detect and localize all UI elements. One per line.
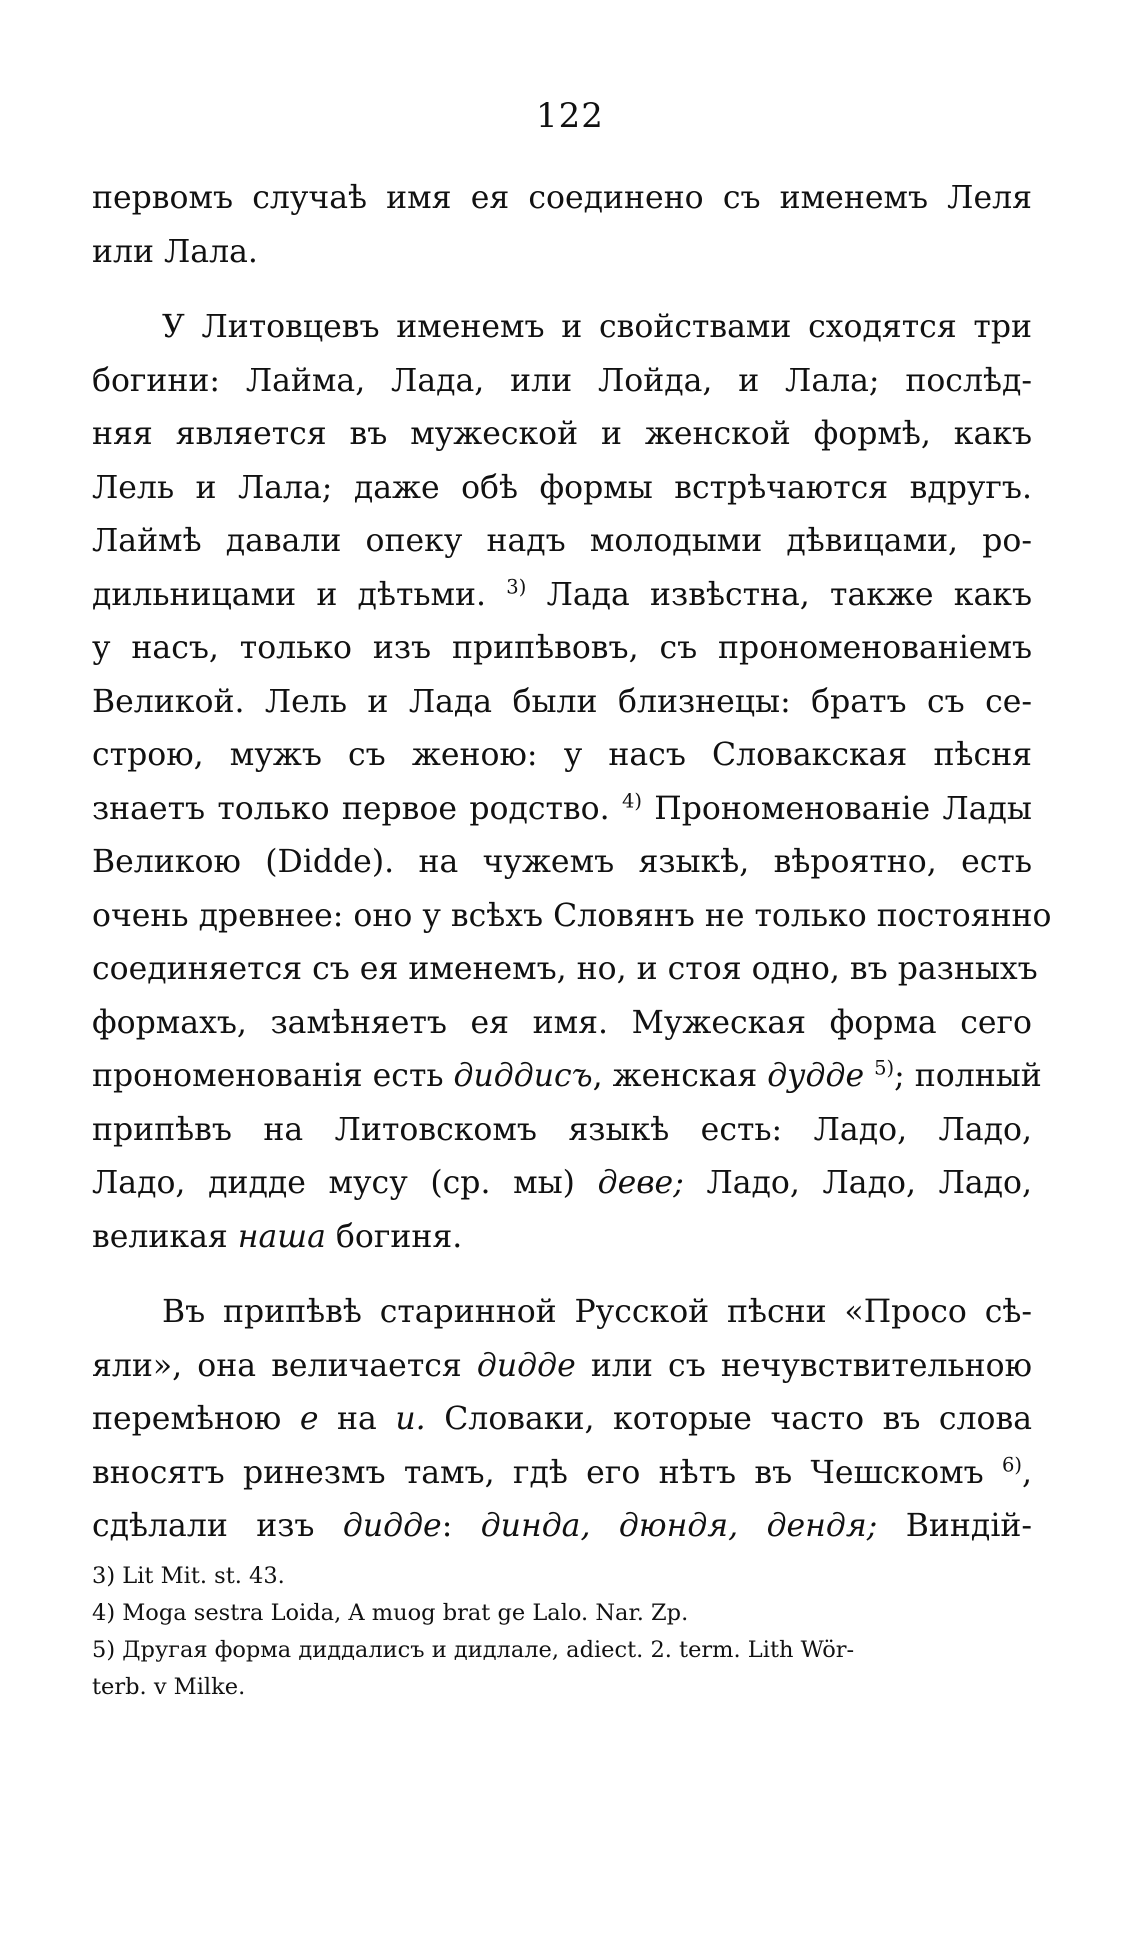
text-line: У Литовцевъ именемъ и свойствами сходятся три	[162, 309, 1032, 345]
body-text	[92, 172, 1052, 1554]
text-segment: Словаки, которые часто въ слова	[444, 1401, 1033, 1437]
text-segment: или съ нечувствительною	[590, 1347, 1033, 1384]
text-segment: яли», она величается	[92, 1347, 462, 1384]
paragraph-3	[92, 1286, 1032, 1554]
footnote-ref-5: 5)	[874, 1056, 895, 1080]
text-segment: сдѣлали изъ	[92, 1508, 315, 1544]
text-segment: , женская	[592, 1058, 758, 1094]
text-line: строю, мужъ съ женою: у насъ Словакская пѣсня	[92, 737, 1032, 773]
text-segment: Ладо, Ладо, Ладо,	[706, 1165, 1033, 1201]
text-line: первомъ случаѣ имя ея соединено съ именемъ Леля	[92, 180, 1032, 216]
paragraph-2	[92, 301, 1052, 1264]
text-line: у насъ, только изъ припѣвовъ, съ прономенованіемъ	[92, 630, 1032, 666]
text-segment: :	[441, 1508, 453, 1544]
text-line: формахъ, замѣняетъ ея имя. Мужеская форма сего	[92, 1004, 1032, 1041]
italic-word: деве;	[597, 1165, 684, 1201]
text-line	[92, 1393, 1032, 1447]
text-segment: Прономенованіе Лады	[654, 790, 1033, 827]
text-line: Въ припѣвѣ старинной Русской пѣсни «Просо сѣ-	[162, 1294, 1032, 1330]
text-segment: Ладо, дидде мусу (ср. мы)	[92, 1165, 575, 1201]
italic-word: дендя;	[766, 1508, 878, 1544]
italic-word: динда,	[480, 1508, 591, 1544]
text-segment: перемѣною	[92, 1401, 282, 1437]
text-segment: дильницами и дѣтьми.	[92, 576, 487, 613]
text-line: соединяется съ ея именемъ, но, и стоя одно, въ разныхъ	[92, 951, 1038, 987]
text-line	[92, 1340, 1032, 1394]
text-line: Лаймѣ давали опеку надъ молодыми дѣвицами, ро-	[92, 523, 1032, 559]
italic-word: дудде	[767, 1058, 865, 1094]
text-segment: богиня.	[335, 1218, 463, 1255]
text-line	[92, 1211, 1032, 1265]
italic-word: дидде	[342, 1508, 442, 1544]
footnote-3	[92, 1558, 1032, 1595]
text-line: Великой. Лель и Лада были близнецы: братъ съ се-	[92, 683, 1032, 720]
italic-word: диддисъ	[453, 1058, 593, 1094]
text-segment: знаетъ только первое родство.	[92, 790, 610, 827]
footnote-5	[92, 1632, 1032, 1669]
italic-word: и.	[395, 1401, 426, 1437]
text-line: или Лала.	[92, 233, 258, 270]
text-segment: на	[337, 1401, 377, 1437]
text-segment: Виндій-	[905, 1508, 1033, 1544]
text-line	[92, 1157, 1032, 1211]
footnote-ref-6: 6)	[1001, 1453, 1022, 1476]
text-segment: прономенованія есть	[92, 1058, 444, 1094]
text-segment: вносятъ ринезмъ тамъ, гдѣ его нѣтъ въ Чешскомъ	[92, 1454, 984, 1491]
italic-word: е	[299, 1401, 319, 1437]
text-segment: ; полный	[894, 1058, 1042, 1094]
footnote-number: 3)	[92, 1563, 116, 1589]
footnotes	[92, 1558, 1032, 1706]
footnote-number: 5)	[92, 1637, 116, 1663]
text-line: припѣвъ на Литовскомъ языкѣ есть: Ладо, Ладо,	[92, 1111, 1032, 1148]
text-line: няя является въ мужеской и женской формѣ, какъ	[92, 416, 1032, 452]
text-line	[92, 783, 1032, 837]
italic-word: дюндя,	[618, 1508, 739, 1544]
footnote-text: Moga sestra Loida, A muog brat ge Lalo. Nar. Zp.	[122, 1600, 689, 1626]
footnote-text: Lit Mit. st. 43.	[122, 1563, 285, 1589]
footnote-text: Другая форма диддалисъ и дидлале, adiect. 2. term. Lith Wör-	[122, 1637, 855, 1663]
italic-word: наша	[237, 1218, 326, 1255]
footnote-5-continued: terb. v Milke.	[92, 1674, 246, 1700]
text-line	[92, 569, 1032, 623]
footnote-4	[92, 1595, 1032, 1632]
footnote-ref-4: 4)	[621, 789, 642, 812]
text-segment: великая	[92, 1218, 228, 1255]
text-line	[92, 1500, 1032, 1554]
text-line	[92, 1050, 1042, 1104]
text-segment: Лада извѣстна, также какъ	[546, 576, 1032, 613]
text-line: Лель и Лала; даже обѣ формы встрѣчаются вдругъ.	[92, 469, 1032, 506]
text-line: очень древнее: оно у всѣхъ Словянъ не только постоянно	[92, 897, 1052, 934]
paragraph-1	[92, 172, 1032, 279]
footnote-number: 4)	[92, 1600, 116, 1626]
page-number: 122	[536, 96, 604, 136]
text-line: вносятъ ринезмъ тамъ, гдѣ его нѣтъ въ Чешскомъ $^{6)}$,	[92, 1453, 1033, 1491]
text-line: Великою (Didde). на чужемъ языкѣ, вѣроятно, есть	[92, 844, 1032, 880]
footnote-ref-3: 3)	[506, 575, 527, 598]
text-line: богини: Лайма, Лада, или Лойда, и Лала; послѣд-	[92, 362, 1032, 399]
italic-word: дидде	[476, 1347, 576, 1384]
